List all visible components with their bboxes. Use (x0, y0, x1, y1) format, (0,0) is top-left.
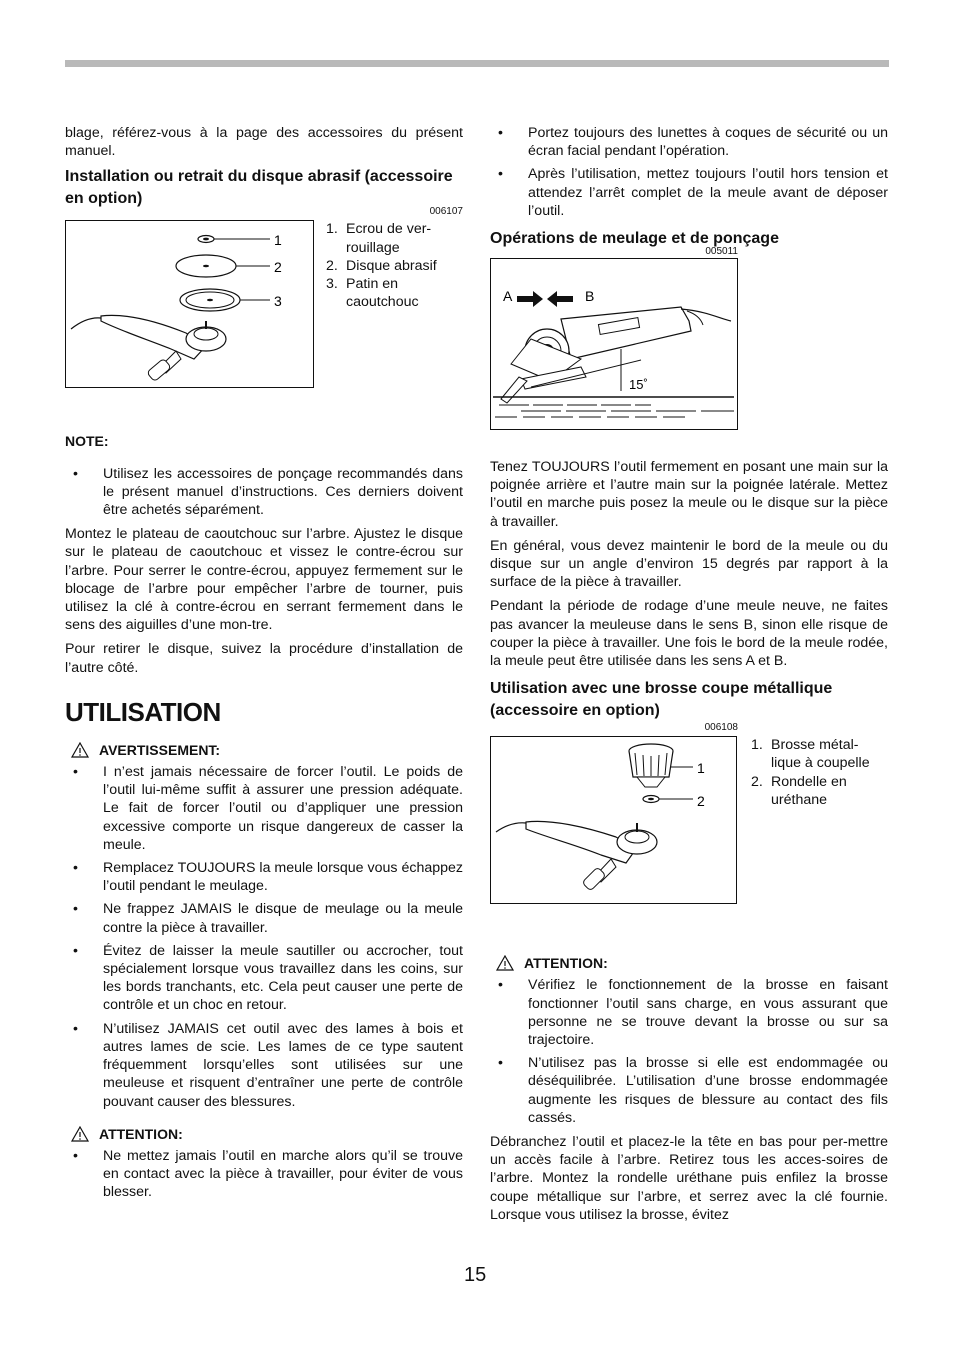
legend-text: Brosse métal-lique à coupelle (771, 737, 870, 772)
brush-legend (751, 736, 888, 809)
caution-label: ATTENTION: (99, 1125, 183, 1142)
install-paragraph: Montez le plateau de caoutchouc sur l’arbre. Ajustez le disque sur le plateau de caoutchouc et vissez le contre-écrou sur l’arbre. Pour serrer le contre-écrou, appuyez fermement sur le blocage de l’arbre pour empêcher l’arbre de tourner, puis utilisez la clé à contre-écrou en serrant fermement dans le sens des aiguilles d’une mon-tre. (65, 526, 463, 634)
list-item: • Ne mettez jamais l’outil en marche alors qu’il se trouve en contact avec la pièce à travailler, pour éviter de vous blesser. (65, 1147, 463, 1202)
arrow-left-icon (547, 291, 573, 307)
brush-caution-list (490, 976, 888, 1127)
brush-callout: 1 (697, 760, 705, 777)
disc-callout: 1 (274, 232, 282, 249)
angle-label: 15˚ (629, 377, 648, 393)
brush-section-title: Utilisation avec une brosse coupe métallique (accessoire en option) (490, 680, 833, 720)
list-item: • N’utilisez JAMAIS cet outil avec des lames à bois et autres lames de scie. Les lames de ce type sautent fréquemment lorsqu’elles sont utilisées sur une meuleuse et risquent d’entraîner une perte de contrôle pouvant causer des blessures. (65, 1020, 463, 1111)
page-number: 15 (464, 1264, 487, 1286)
caution-icon (494, 955, 516, 971)
angle-paragraph: En général, vous devez maintenir le bord de la meule ou du disque sur un angle d’environ 15 degrés par rapport à la surface de la pièce à travailler. (490, 537, 888, 591)
break-in-paragraph: Pendant la période de rodage d’une meule neuve, ne faites pas avancer la meuleuse dans le sens B, sinon elle risque de couper la pièce à travailler. Une fois le bord de la meule rodée, la meule peut être utilisée dans les sens A et B. (490, 598, 888, 670)
legend-number: 1. (751, 737, 763, 754)
intro-paragraph: blage, référez-vous à la page des accessoires du présent manuel. (65, 125, 463, 160)
brush-figure (490, 736, 737, 904)
legend-number: 2. (326, 257, 338, 274)
disc-figure (65, 220, 314, 388)
header-rule (65, 60, 889, 67)
legend-text: Disque abrasif (346, 257, 437, 274)
list-item: • Vérifiez le fonctionnement de la brosse en faisant fonctionner l’outil sans charge, en vous assurant que personne ne se trouve devant la brosse ou sur sa trajectoire. (490, 976, 888, 1049)
caution-heading (65, 1125, 463, 1143)
legend-text: Rondelle en uréthane (771, 773, 847, 808)
remove-paragraph: Pour retirer le disque, suivez la procédure d’installation de l’autre côté. (65, 641, 463, 676)
grind-figure (490, 258, 738, 430)
list-item: • Utilisez les accessoires de ponçage recommandés dans le présent manuel d’instructions. Ces derniers doivent être achetés séparément. (65, 465, 463, 520)
brush-caution-heading (490, 954, 888, 972)
list-item: • N’utilisez pas la brosse si elle est endommagée ou déséquilibrée. L’utilisation d’une brosse endommagée augmente les risques de blessure au contact des fils cassés. (490, 1054, 888, 1127)
caution-list (65, 1147, 463, 1202)
disc-callout: 3 (274, 293, 282, 310)
brush-figure-row (490, 736, 888, 904)
note-list (65, 465, 463, 520)
direction-label-b: B (585, 288, 595, 305)
section-title: UTILISATION (65, 696, 221, 727)
disc-figure-row (65, 220, 463, 388)
warning-icon (69, 742, 91, 758)
disc-section-title: Installation ou retrait du disque abrasif (accessoire en option) (65, 168, 453, 208)
disc-grinder-illustration (66, 221, 313, 386)
legend-number: 1. (326, 221, 338, 238)
grinding-angle-illustration (491, 259, 736, 428)
caution-label: ATTENTION: (524, 955, 608, 972)
direction-label-a: A (503, 288, 513, 305)
legend-text: Ecrou de ver-rouillage (346, 221, 432, 256)
brush-install-paragraph: Débranchez l’outil et placez-le la tête en bas pour per-mettre un accès facile à l’arbre. Retirez tous les acces-soires de l’arbre. Montez la rondelle uréthane puis enfilez la brosse coupe métallique sur l’arbre, et serrez avec la clé fournie. Lorsque vous utilisez la brosse, évitez (490, 1134, 888, 1223)
note-label: NOTE: (65, 433, 109, 450)
grip-paragraph: Tenez TOUJOURS l’outil fermement en posant une main sur la poignée arrière et l’autre main sur la poignée latérale. Mettez l’outil en marche puis posez la meule ou le disque sur la pièce à travailler. (490, 459, 888, 530)
legend-number: 3. (326, 276, 338, 293)
legend-text: Patin en caoutchouc (346, 276, 419, 311)
list-item: • I n’est jamais nécessaire de forcer l’outil. Le poids de l’outil lui-même suffit à assurer une pression adéquate. Le fait de forcer l’outil ou d’appliquer une pression excessive comporte un risque dangereux de casser la meule. (65, 763, 463, 854)
right-column (490, 124, 888, 1230)
list-item: • Ne frappez JAMAIS le disque de meulage ou la meule contre la pièce à travailler. (65, 900, 463, 936)
grind-section-title: Opérations de meulage et de ponçage (490, 230, 779, 248)
warning-list (65, 763, 463, 1111)
warning-label: AVERTISSEMENT: (99, 741, 221, 758)
disc-legend (326, 220, 463, 311)
brush-figure-code: 006108 (704, 722, 738, 734)
safety-list (490, 124, 888, 220)
arrow-right-icon (517, 291, 543, 307)
wire-cup-brush-illustration (491, 737, 736, 902)
grind-figure-code: 005011 (705, 246, 738, 258)
list-item: • Remplacez TOUJOURS la meule lorsque vous échappez l’outil pendant le meulage. (65, 859, 463, 895)
list-item: • Après l’utilisation, mettez toujours l’outil hors tension et attendez l’arrêt complet de la meule avant de déposer l’outil. (490, 165, 888, 220)
disc-figure-code: 006107 (429, 206, 463, 218)
list-item: • Portez toujours des lunettes à coques de sécurité ou un écran facial pendant l’opération. (490, 124, 888, 160)
caution-icon (69, 1126, 91, 1142)
list-item: • Évitez de laisser la meule sautiller ou accrocher, tout spécialement lorsque vous travaillez dans les coins, sur les bords tranchants, etc. Cela peut causer une perte de contrôle et un choc en retour. (65, 942, 463, 1015)
disc-callout: 2 (274, 259, 282, 276)
brush-callout: 2 (697, 793, 705, 810)
legend-number: 2. (751, 773, 763, 790)
left-column (65, 124, 463, 1208)
warning-heading (65, 741, 463, 759)
